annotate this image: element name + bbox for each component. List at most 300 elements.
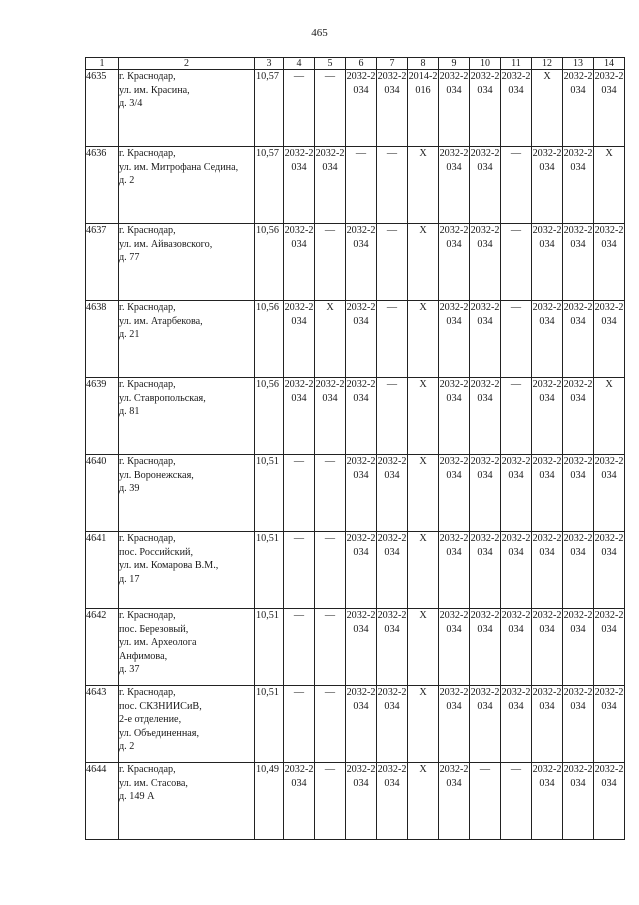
- year-range: 2032-2034: [501, 533, 531, 558]
- table-row: [86, 378, 625, 455]
- year-range: 2032-2034: [439, 533, 469, 558]
- period-cell: [563, 70, 594, 147]
- area-cell: 10,57: [255, 70, 284, 147]
- period-cell: [501, 224, 532, 301]
- year-range: 2032-2034: [594, 71, 624, 96]
- period-cell: [377, 224, 408, 301]
- x-mark: X: [419, 610, 427, 621]
- year-range: 2032-2034: [563, 456, 593, 481]
- area-cell: 10,57: [255, 147, 284, 224]
- period-cell: [532, 686, 563, 763]
- period-cell: [439, 70, 470, 147]
- period-cell: [284, 224, 315, 301]
- address-line: д. 77: [119, 252, 140, 263]
- year-range: 2032-2034: [470, 687, 500, 712]
- dash-mark: —: [510, 379, 522, 390]
- period-cell: [439, 378, 470, 455]
- year-range: 2032-2034: [377, 71, 407, 96]
- period-cell: [594, 455, 625, 532]
- period-cell: [284, 378, 315, 455]
- year-range: 2032-2034: [346, 225, 376, 250]
- x-mark: X: [419, 379, 427, 390]
- dash-mark: —: [324, 456, 336, 467]
- year-range: 2032-2034: [594, 456, 624, 481]
- period-cell: [315, 147, 346, 224]
- period-cell: [563, 378, 594, 455]
- period-cell: [377, 609, 408, 686]
- address-line: г. Краснодар,: [119, 225, 176, 236]
- year-range: 2032-2034: [346, 533, 376, 558]
- year-range: 2032-2034: [470, 225, 500, 250]
- year-range: 2032-2034: [594, 764, 624, 789]
- period-cell: [594, 763, 625, 840]
- x-mark: X: [419, 687, 427, 698]
- header-cell: 4: [284, 58, 315, 70]
- year-range: 2032-2034: [377, 533, 407, 558]
- year-range: 2032-2034: [563, 148, 593, 173]
- row-number: 4644: [86, 763, 119, 840]
- year-range: 2032-2034: [346, 610, 376, 635]
- year-range: 2032-2034: [532, 456, 562, 481]
- period-cell: [439, 301, 470, 378]
- page-number: 465: [311, 27, 328, 39]
- year-range: 2032-2034: [346, 71, 376, 96]
- period-cell: [284, 532, 315, 609]
- table-body: [86, 70, 625, 840]
- area-cell: 10,56: [255, 378, 284, 455]
- period-cell: [315, 70, 346, 147]
- year-range: 2032-2034: [470, 533, 500, 558]
- period-cell: [377, 301, 408, 378]
- period-cell: [594, 378, 625, 455]
- dash-mark: —: [324, 764, 336, 775]
- address-line: ул. им. Комарова В.М.,: [119, 560, 219, 571]
- address-line: г. Краснодар,: [119, 302, 176, 313]
- period-cell: [501, 532, 532, 609]
- x-mark: X: [419, 225, 427, 236]
- period-cell: [346, 224, 377, 301]
- year-range: 2032-2034: [439, 610, 469, 635]
- period-cell: [315, 532, 346, 609]
- row-number: 4637: [86, 224, 119, 301]
- dash-mark: —: [510, 302, 522, 313]
- address-line: д. 81: [119, 406, 140, 417]
- dash-mark: —: [355, 148, 367, 159]
- period-cell: [501, 609, 532, 686]
- year-range: 2032-2034: [377, 764, 407, 789]
- year-range: 2032-2034: [377, 456, 407, 481]
- period-cell: [532, 455, 563, 532]
- period-cell: [501, 301, 532, 378]
- year-range: 2032-2034: [284, 225, 314, 250]
- year-range: 2032-2034: [470, 379, 500, 404]
- table-row: [86, 301, 625, 378]
- period-cell: [439, 609, 470, 686]
- period-cell: [532, 70, 563, 147]
- period-cell: [563, 147, 594, 224]
- year-range: 2032-2034: [346, 456, 376, 481]
- table-row: [86, 609, 625, 686]
- period-cell: [377, 147, 408, 224]
- period-cell: [470, 224, 501, 301]
- year-range: 2032-2034: [501, 71, 531, 96]
- period-cell: [501, 686, 532, 763]
- x-mark: X: [419, 456, 427, 467]
- period-cell: [439, 532, 470, 609]
- year-range: 2032-2034: [563, 302, 593, 327]
- period-cell: [284, 301, 315, 378]
- address-line: г. Краснодар,: [119, 610, 176, 621]
- year-range: 2032-2034: [439, 379, 469, 404]
- period-cell: [284, 70, 315, 147]
- address-cell: [119, 224, 255, 301]
- year-range: 2032-2034: [284, 379, 314, 404]
- dash-mark: —: [324, 225, 336, 236]
- period-cell: [501, 455, 532, 532]
- dash-mark: —: [510, 225, 522, 236]
- header-cell: 3: [255, 58, 284, 70]
- dash-mark: —: [293, 71, 305, 82]
- address-line: д. 21: [119, 329, 140, 340]
- address-line: ул. им. Археолога: [119, 637, 197, 648]
- row-number: 4640: [86, 455, 119, 532]
- year-range: 2032-2034: [470, 302, 500, 327]
- period-cell: [532, 532, 563, 609]
- period-cell: [532, 609, 563, 686]
- dash-mark: —: [386, 225, 398, 236]
- period-cell: [439, 455, 470, 532]
- address-line: ул. им. Стасова,: [119, 777, 188, 789]
- period-cell: [315, 763, 346, 840]
- address-cell: [119, 686, 255, 763]
- dash-mark: —: [293, 456, 305, 467]
- period-cell: [408, 301, 439, 378]
- year-range: 2032-2034: [594, 225, 624, 250]
- area-cell: 10,51: [255, 686, 284, 763]
- period-cell: [408, 532, 439, 609]
- area-cell: 10,49: [255, 763, 284, 840]
- row-number: 4639: [86, 378, 119, 455]
- header-cell: 1: [86, 58, 119, 70]
- period-cell: [408, 455, 439, 532]
- address-line: д. 149 А: [119, 791, 155, 802]
- year-range: 2032-2034: [346, 764, 376, 789]
- period-cell: [346, 378, 377, 455]
- year-range: 2032-2034: [501, 687, 531, 712]
- header-cell: 14: [594, 58, 625, 70]
- address-cell: [119, 609, 255, 686]
- header-cell: 8: [408, 58, 439, 70]
- period-cell: [346, 70, 377, 147]
- year-range: 2032-2034: [284, 302, 314, 327]
- period-cell: [470, 301, 501, 378]
- header-cell: 2: [119, 58, 255, 70]
- period-cell: [563, 532, 594, 609]
- period-cell: [470, 609, 501, 686]
- period-cell: [594, 70, 625, 147]
- year-range: 2032-2034: [594, 302, 624, 327]
- period-cell: [346, 763, 377, 840]
- address-cell: [119, 532, 255, 609]
- address-line: ул. Объединенная,: [119, 727, 200, 739]
- period-cell: [532, 147, 563, 224]
- address-line: пос. Березовый,: [119, 623, 189, 635]
- x-mark: X: [605, 148, 613, 159]
- dash-mark: —: [324, 610, 336, 621]
- period-cell: [346, 301, 377, 378]
- period-cell: [532, 301, 563, 378]
- period-cell: [563, 455, 594, 532]
- header-cell: 7: [377, 58, 408, 70]
- period-cell: [408, 224, 439, 301]
- address-line: ул. им. Атарбекова,: [119, 315, 203, 327]
- row-number: 4636: [86, 147, 119, 224]
- x-mark: X: [419, 533, 427, 544]
- area-cell: 10,51: [255, 609, 284, 686]
- period-cell: [377, 763, 408, 840]
- year-range: 2032-2034: [439, 148, 469, 173]
- period-cell: [284, 455, 315, 532]
- year-range: 2032-2034: [563, 379, 593, 404]
- address-line: д. 2: [119, 741, 135, 752]
- address-cell: [119, 378, 255, 455]
- header-cell: 10: [470, 58, 501, 70]
- row-number: 4641: [86, 532, 119, 609]
- period-cell: [470, 378, 501, 455]
- x-mark: X: [419, 148, 427, 159]
- year-range: 2032-2034: [439, 225, 469, 250]
- table-row: [86, 455, 625, 532]
- year-range: 2032-2034: [594, 610, 624, 635]
- year-range: 2032-2034: [470, 71, 500, 96]
- year-range: 2032-2034: [594, 687, 624, 712]
- period-cell: [470, 763, 501, 840]
- address-line: г. Краснодар,: [119, 456, 176, 467]
- period-cell: [315, 609, 346, 686]
- table-row: [86, 763, 625, 840]
- period-cell: [501, 763, 532, 840]
- year-range: 2032-2034: [501, 610, 531, 635]
- period-cell: [284, 763, 315, 840]
- x-mark: X: [419, 764, 427, 775]
- period-cell: [501, 147, 532, 224]
- period-cell: [377, 70, 408, 147]
- header-cell: 6: [346, 58, 377, 70]
- year-range: 2032-2034: [439, 456, 469, 481]
- period-cell: [315, 378, 346, 455]
- period-cell: [563, 301, 594, 378]
- row-number: 4635: [86, 70, 119, 147]
- period-cell: [439, 224, 470, 301]
- period-cell: [470, 532, 501, 609]
- period-cell: [315, 301, 346, 378]
- period-cell: [532, 763, 563, 840]
- year-range: 2032-2034: [346, 302, 376, 327]
- address-line: г. Краснодар,: [119, 687, 176, 698]
- dash-mark: —: [293, 687, 305, 698]
- dash-mark: —: [386, 379, 398, 390]
- address-cell: [119, 147, 255, 224]
- dash-mark: —: [293, 533, 305, 544]
- header-cell: 5: [315, 58, 346, 70]
- period-cell: [408, 763, 439, 840]
- year-range: 2032-2034: [563, 687, 593, 712]
- address-line: г. Краснодар,: [119, 764, 176, 775]
- year-range: 2032-2034: [377, 687, 407, 712]
- period-cell: [408, 147, 439, 224]
- year-range: 2032-2034: [346, 379, 376, 404]
- period-cell: [594, 609, 625, 686]
- address-cell: [119, 70, 255, 147]
- address-line: д. 39: [119, 483, 140, 494]
- address-line: ул. им. Айвазовского,: [119, 238, 213, 250]
- period-cell: [284, 147, 315, 224]
- row-number: 4643: [86, 686, 119, 763]
- table-row: [86, 686, 625, 763]
- year-range: 2032-2034: [470, 456, 500, 481]
- dash-mark: —: [293, 610, 305, 621]
- year-range: 2032-2034: [346, 687, 376, 712]
- period-cell: [346, 609, 377, 686]
- period-cell: [346, 147, 377, 224]
- period-cell: [532, 378, 563, 455]
- period-cell: [439, 763, 470, 840]
- period-cell: [408, 609, 439, 686]
- period-cell: [532, 224, 563, 301]
- period-cell: [315, 455, 346, 532]
- address-line: г. Краснодар,: [119, 533, 176, 544]
- address-cell: [119, 455, 255, 532]
- year-range: 2032-2034: [439, 764, 469, 789]
- period-cell: [563, 224, 594, 301]
- address-line: пос. Российский,: [119, 546, 194, 558]
- year-range: 2032-2034: [315, 379, 345, 404]
- period-cell: [470, 686, 501, 763]
- year-range: 2032-2034: [470, 148, 500, 173]
- year-range: 2032-2034: [563, 71, 593, 96]
- year-range: 2032-2034: [563, 225, 593, 250]
- year-range: 2032-2034: [439, 71, 469, 96]
- year-range: 2032-2034: [532, 687, 562, 712]
- header-row: [86, 58, 625, 70]
- year-range: 2032-2034: [377, 610, 407, 635]
- x-mark: X: [326, 302, 334, 313]
- period-cell: [594, 224, 625, 301]
- period-cell: [346, 455, 377, 532]
- period-cell: [346, 686, 377, 763]
- header-cell: 11: [501, 58, 532, 70]
- year-range: 2032-2034: [532, 533, 562, 558]
- table-row: [86, 147, 625, 224]
- address-line: г. Краснодар,: [119, 71, 176, 82]
- address-line: д. 17: [119, 573, 140, 585]
- period-cell: [408, 686, 439, 763]
- year-range: 2032-2034: [532, 148, 562, 173]
- table-row: [86, 70, 625, 147]
- year-range: 2032-2034: [439, 302, 469, 327]
- area-cell: 10,56: [255, 301, 284, 378]
- period-cell: [501, 378, 532, 455]
- year-range: 2032-2034: [501, 456, 531, 481]
- year-range: 2032-2034: [563, 533, 593, 558]
- year-range: 2032-2034: [284, 148, 314, 173]
- year-range: 2032-2034: [532, 764, 562, 789]
- address-line: г. Краснодар,: [119, 148, 176, 159]
- address-line: пос. СКЗНИИСиВ,: [119, 700, 202, 712]
- area-cell: 10,51: [255, 532, 284, 609]
- period-cell: [470, 455, 501, 532]
- year-range: 2032-2034: [532, 225, 562, 250]
- address-line: ул. им. Митрофана Седина,: [119, 161, 239, 173]
- period-cell: [377, 686, 408, 763]
- period-cell: [377, 378, 408, 455]
- period-cell: [563, 763, 594, 840]
- dash-mark: —: [324, 71, 336, 82]
- period-cell: [439, 147, 470, 224]
- period-cell: [594, 686, 625, 763]
- period-cell: [315, 224, 346, 301]
- year-range: 2032-2034: [532, 302, 562, 327]
- address-line: ул. им. Красина,: [119, 84, 190, 96]
- address-line: д. 2: [119, 175, 135, 186]
- table-row: [86, 224, 625, 301]
- year-range: 2032-2034: [594, 533, 624, 558]
- year-range: 2032-2034: [470, 610, 500, 635]
- table-row: [86, 532, 625, 609]
- year-range: 2032-2034: [563, 610, 593, 635]
- x-mark: X: [543, 71, 551, 82]
- area-cell: 10,56: [255, 224, 284, 301]
- address-line: г. Краснодар,: [119, 379, 176, 390]
- year-range: 2032-2034: [532, 610, 562, 635]
- address-line: д. 37: [119, 664, 140, 675]
- row-number: 4638: [86, 301, 119, 378]
- dash-mark: —: [386, 302, 398, 313]
- address-cell: [119, 301, 255, 378]
- header-cell: 12: [532, 58, 563, 70]
- dash-mark: —: [386, 148, 398, 159]
- address-line: 2-е отделение,: [119, 714, 182, 725]
- year-range: 2014-2016: [408, 71, 438, 96]
- x-mark: X: [419, 302, 427, 313]
- period-cell: [346, 532, 377, 609]
- row-number: 4642: [86, 609, 119, 686]
- dash-mark: —: [324, 687, 336, 698]
- year-range: 2032-2034: [563, 764, 593, 789]
- period-cell: [377, 455, 408, 532]
- year-range: 2032-2034: [315, 148, 345, 173]
- dash-mark: —: [324, 533, 336, 544]
- header-cell: 13: [563, 58, 594, 70]
- period-cell: [470, 147, 501, 224]
- period-cell: [501, 70, 532, 147]
- year-range: 2032-2034: [439, 687, 469, 712]
- period-cell: [284, 686, 315, 763]
- period-cell: [439, 686, 470, 763]
- period-cell: [594, 301, 625, 378]
- period-cell: [377, 532, 408, 609]
- period-cell: [594, 147, 625, 224]
- address-line: д. 3/4: [119, 98, 143, 109]
- period-cell: [563, 609, 594, 686]
- period-cell: [470, 70, 501, 147]
- register-table: [85, 57, 625, 840]
- period-cell: [408, 378, 439, 455]
- dash-mark: —: [510, 148, 522, 159]
- area-cell: 10,51: [255, 455, 284, 532]
- year-range: 2032-2034: [532, 379, 562, 404]
- dash-mark: —: [510, 764, 522, 775]
